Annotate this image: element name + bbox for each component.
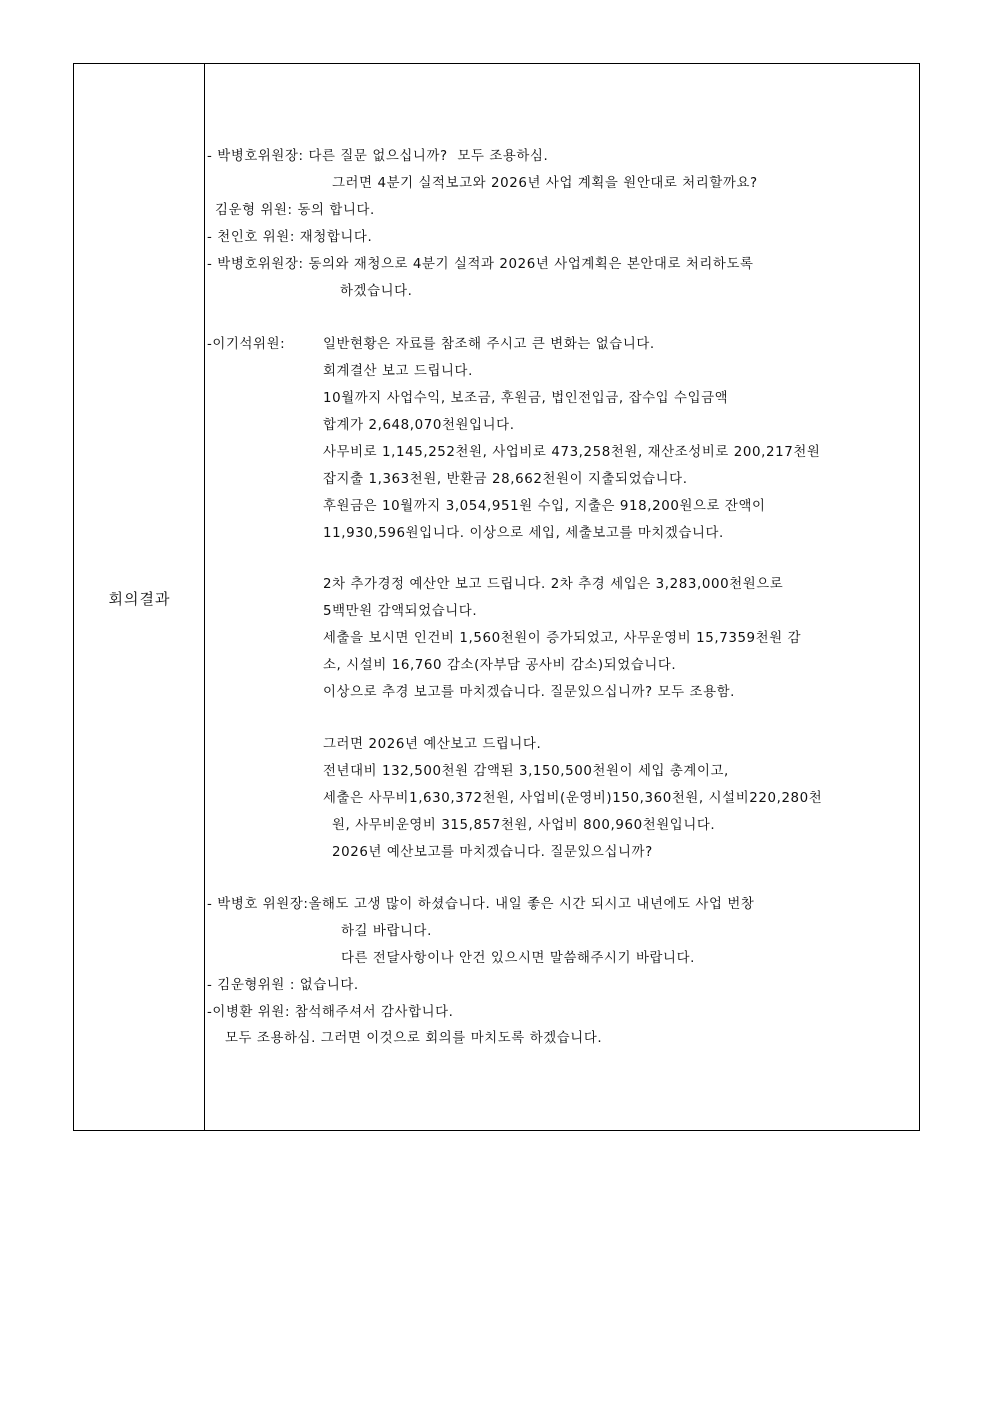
minutes-line: 세출은 사무비1,630,372천원, 사업비(운영비)150,360천원, 시설비220,280천 [323, 791, 823, 806]
minutes-line: 5백만원 감액되었습니다. [323, 604, 478, 619]
minutes-speaker: -이기석위원: [207, 337, 286, 352]
minutes-line: 일반현황은 자료를 참조해 주시고 큰 변화는 없습니다. [323, 337, 655, 352]
minutes-line: 모두 조용하심. 그러면 이것으로 회의를 마치도록 하겠습니다. [225, 1031, 603, 1046]
minutes-line: 회계결산 보고 드립니다. [323, 364, 473, 379]
minutes-line: - 박병호 위원장:올해도 고생 많이 하셨습니다. 내일 좋은 시간 되시고 내년에도 사업 번창 [207, 897, 755, 912]
minutes-line: 11,930,596원입니다. 이상으로 세입, 세출보고를 마치겠습니다. [323, 526, 724, 541]
minutes-line: - 박병호위원장: 다른 질문 없으십니까? 모두 조용하심. [207, 149, 549, 164]
minutes-line: 세출을 보시면 인건비 1,560천원이 증가되었고, 사무운영비 15,7359천원 감 [323, 631, 802, 646]
minutes-line: 하겠습니다. [340, 284, 413, 299]
minutes-line: 소, 시설비 16,760 감소(자부담 공사비 감소)되었습니다. [323, 658, 677, 673]
minutes-line: 합계가 2,648,070천원입니다. [323, 418, 515, 433]
minutes-line: 그러면 4분기 실적보고와 2026년 사업 계획을 원안대로 처리할까요? [332, 176, 758, 191]
section-label: 회의결과 [108, 590, 171, 608]
minutes-line: - 박병호위원장: 동의와 재청으로 4분기 실적과 2026년 사업계획은 본안대로 처리하도록 [207, 257, 754, 272]
content-cell [205, 64, 919, 1130]
minutes-line: 2차 추가경정 예산안 보고 드립니다. 2차 추경 세입은 3,283,000천원으로 [323, 577, 784, 592]
minutes-line: 사무비로 1,145,252천원, 사업비로 473,258천원, 재산조성비로 200,217천원 [323, 445, 821, 460]
minutes-line: 하길 바랍니다. [341, 924, 432, 939]
minutes-line: 이상으로 추경 보고를 마치겠습니다. 질문있으십니까? 모두 조용함. [323, 685, 736, 700]
minutes-line: - 김운형위원 : 없습니다. [207, 978, 359, 993]
minutes-line: 전년대비 132,500천원 감액된 3,150,500천원이 세입 총계이고, [323, 764, 729, 779]
minutes-line: 그러면 2026년 예산보고 드립니다. [323, 737, 542, 752]
minutes-line: 2026년 예산보고를 마치겠습니다. 질문있으십니까? [332, 845, 653, 860]
label-cell [74, 64, 205, 1130]
minutes-line: -이병환 위원: 참석해주셔서 감사합니다. [207, 1005, 454, 1020]
minutes-line: 후원금은 10월까지 3,054,951원 수입, 지출은 918,200원으로 잔액이 [323, 499, 766, 514]
minutes-table [73, 63, 920, 1131]
minutes-line: 잡지출 1,363천원, 반환금 28,662천원이 지출되었습니다. [323, 472, 688, 487]
minutes-line: 10월까지 사업수익, 보조금, 후원금, 법인전입금, 잡수입 수입금액 [323, 391, 729, 406]
minutes-line: - 천인호 위원: 재청합니다. [207, 230, 373, 245]
minutes-line: 김운형 위원: 동의 합니다. [215, 203, 375, 218]
minutes-line: 원, 사무비운영비 315,857천원, 사업비 800,960천원입니다. [332, 818, 716, 833]
minutes-line: 다른 전달사항이나 안건 있으시면 말씀해주시기 바랍니다. [341, 951, 695, 966]
